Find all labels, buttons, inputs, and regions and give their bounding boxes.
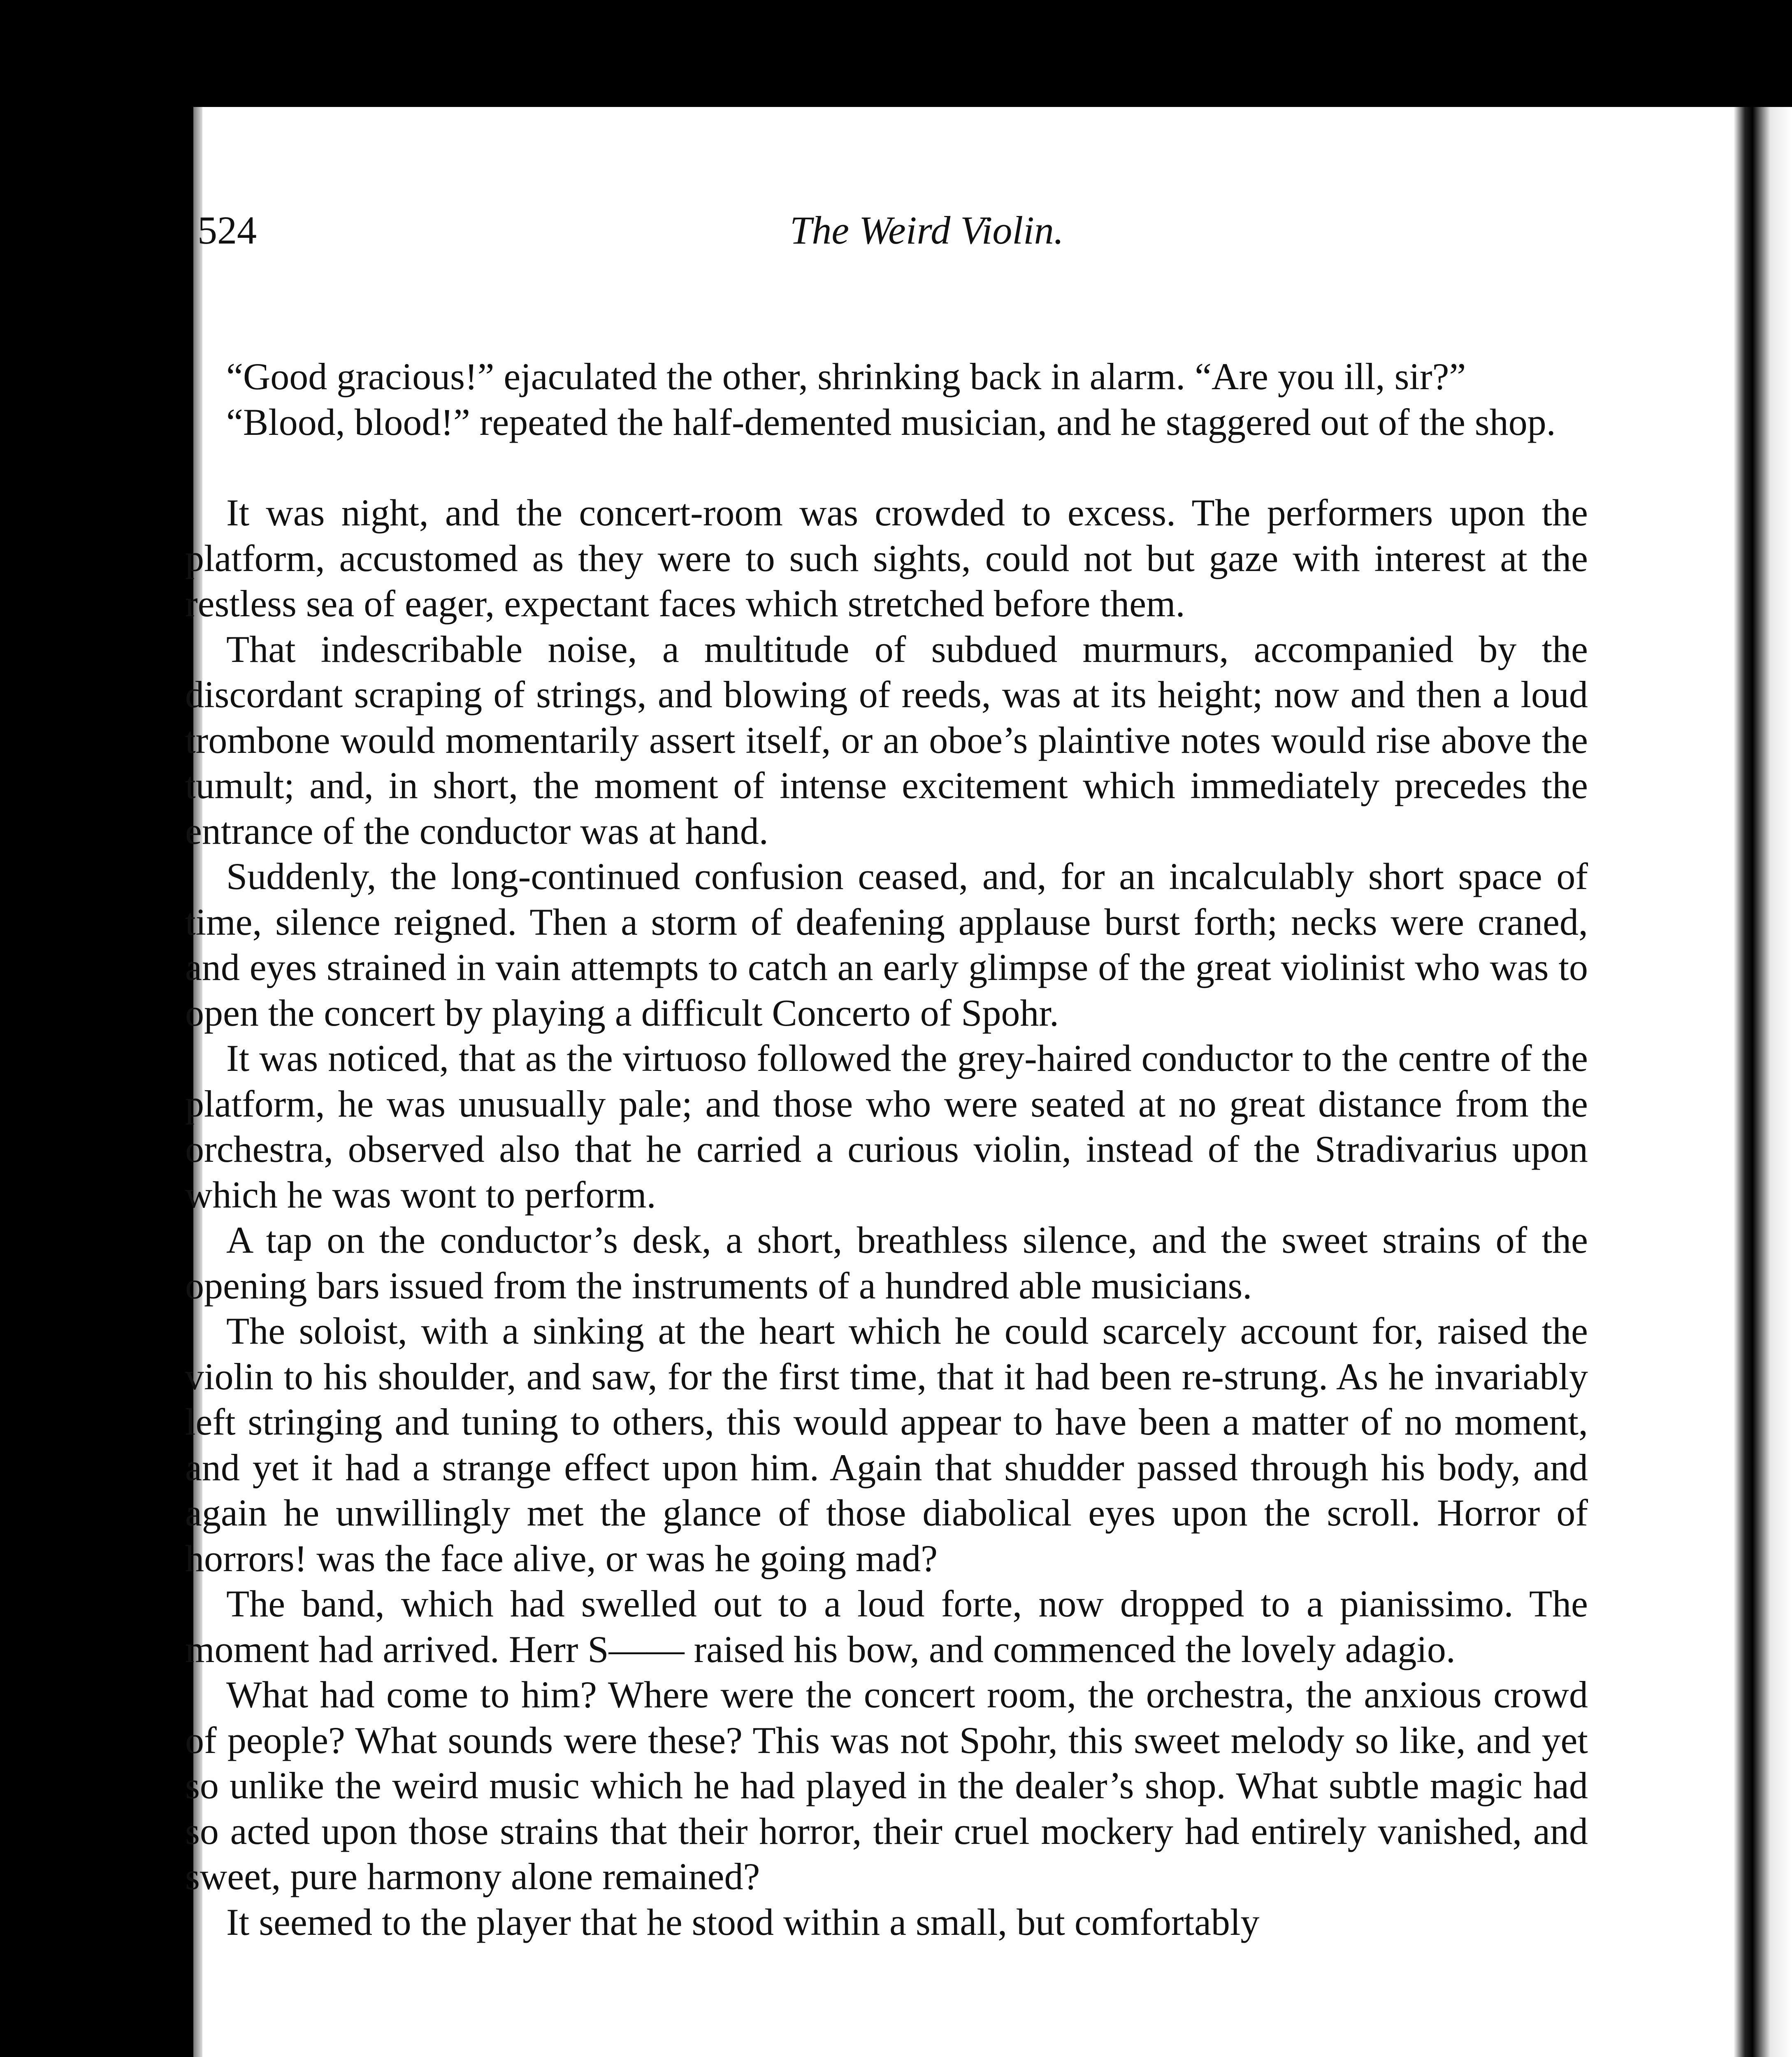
paragraph: The soloist, with a sinking at the heart which he could scarcely account for, raised the violin to his shoulder, and saw, for the first time, that it had been re-strung. As he invariably left stringing and tuning to others, this would appear to have been a matter of no moment, and yet it had a strange effect upon him. Again that shudder passed through his body, and again he unwillingly met the glance of those diabolical eyes upon the scroll. Horror of horrors! was the face alive, or was he going mad?	[185, 1310, 1588, 1579]
paragraph: That indescribable noise, a multitude of subdued murmurs, accompanied by the discordant scraping of strings, and blowing of reeds, was at its height; now and then a loud trombone would momentarily assert itself, or an oboe’s plaintive notes would rise above the tumult; and, in short, the moment of intense excitement which immediately precedes the entrance of the conductor was at hand.	[185, 628, 1588, 852]
paragraph: It was night, and the concert-room was crowded to excess. The performers upon the platform, accustomed as they were to such sights, could not but gaze with interest at the restless sea of eager, expectant faces which stretched before them.	[185, 492, 1588, 625]
paragraph: A tap on the conductor’s desk, a short, breathless silence, and the sweet strains of the opening bars issued from the instruments of a hundred able musicians.	[185, 1219, 1588, 1307]
paragraph: What had come to him? Where were the concert room, the orchestra, the anxious crowd of people? What sounds were these? This was not Spohr, this sweet melody so like, and yet so unlike the weird music which he had played in the dealer’s shop. What subtle magic had so acted upon those strains that their horror, their cruel mockery had entirely vanished, and sweet, pure harmony alone remained?	[185, 1674, 1588, 1897]
paragraph: The band, which had swelled out to a loud forte, now dropped to a pianissimo. The moment had arrived. Herr S—— raised his bow, and commenced the lovely adagio.	[185, 1583, 1588, 1670]
body-text	[185, 354, 1588, 1945]
section-break	[185, 445, 1588, 490]
paragraph: “Blood, blood!” repeated the half-demented musician, and he staggered out of the shop.	[226, 401, 1556, 443]
paragraph: Suddenly, the long-continued confusion ceased, and, for an incalculably short space of time, silence reigned. Then a storm of deafening applause burst forth; necks were craned, and eyes strained in vain attempts to catch an early glimpse of the great violinist who was to open the concert by playing a difficult Concerto of Spohr.	[185, 855, 1588, 1034]
running-title: The Weird Violin.	[790, 208, 1064, 252]
paragraph: It seemed to the player that he stood within a small, but comfortably	[226, 1901, 1260, 1943]
page-right-edge	[1734, 107, 1753, 2057]
running-head	[197, 202, 1588, 267]
paragraph: It was noticed, that as the virtuoso followed the grey-haired conductor to the centre of the platform, he was unusually pale; and those who were seated at no great distance from the orchestra, observed also that he carried a curious violin, instead of the Stradivarius upon which he was wont to perform.	[185, 1037, 1588, 1216]
page-number: 524	[197, 208, 257, 252]
adjacent-page-edge	[1753, 107, 1792, 2057]
paragraph: “Good gracious!” ejaculated the other, shrinking back in alarm. “Are you ill, sir?”	[226, 355, 1466, 397]
